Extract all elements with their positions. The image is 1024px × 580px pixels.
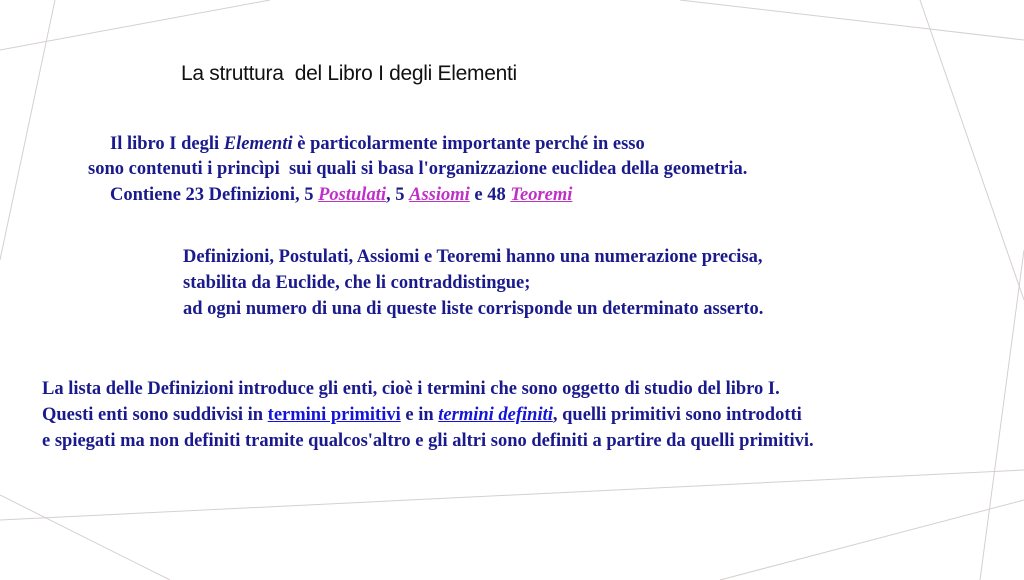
numbering-line-3: ad ogni numero di una di queste liste corrisponde un determinato asserto. <box>183 299 764 319</box>
decor-line <box>0 470 1024 520</box>
definitions-line-3: e spiegati ma non definiti tramite qualcos'altro e gli altri sono definiti a partire da quelli primitivi. <box>42 431 814 451</box>
numbering-line-1: Definizioni, Postulati, Assiomi e Teoremi hanno una numerazione precisa, <box>183 247 763 267</box>
intro-line-1: Il libro I degli Elementi è particolarmente importante perché in esso <box>110 134 645 154</box>
definitions-line-2: Questi enti sono suddivisi in termini primitivi e in termini definiti, quelli primitivi sono introdotti <box>42 405 802 425</box>
termini-definiti-link[interactable]: termini definiti <box>438 405 553 425</box>
intro-line-3: Contiene 23 Definizioni, 5 Postulati, 5 Assiomi e 48 Teoremi <box>110 185 573 205</box>
decor-line <box>980 250 1024 580</box>
termini-primitivi-link[interactable]: termini primitivi <box>267 405 401 425</box>
intro-line-2: sono contenuti i princìpi sui quali si basa l'organizzazione euclidea della geometria. <box>88 159 748 179</box>
teoremi-link[interactable]: Teoremi <box>510 185 573 205</box>
postulati-link[interactable]: Postulati <box>318 185 386 205</box>
definitions-line-1: La lista delle Definizioni introduce gli enti, cioè i termini che sono oggetto di studio del libro I. <box>42 379 780 399</box>
decor-line <box>680 0 1024 40</box>
elementi-italic: Elementi <box>223 134 293 154</box>
decor-line <box>0 0 55 260</box>
decor-line <box>0 495 170 580</box>
assiomi-link[interactable]: Assiomi <box>409 185 470 205</box>
decor-line <box>0 0 270 50</box>
numbering-line-2: stabilita da Euclide, che li contraddistingue; <box>183 273 531 293</box>
decor-line <box>720 500 1024 580</box>
slide-title: La struttura del Libro I degli Elementi <box>181 62 517 85</box>
decor-line <box>920 0 1024 300</box>
